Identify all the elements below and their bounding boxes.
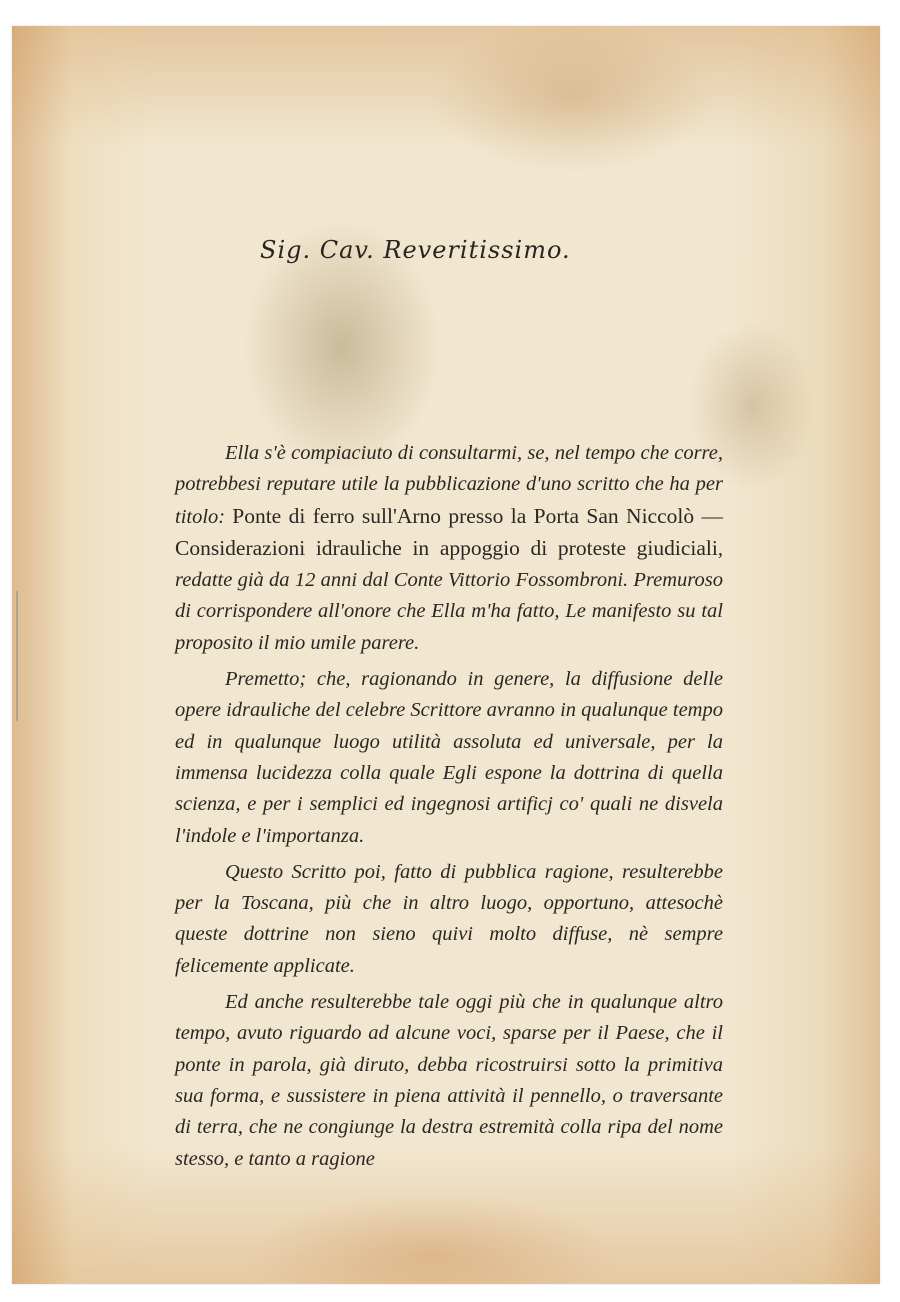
paragraph-4-text: Ed anche resulterebbe tale oggi più che in qualunque altro tempo, avuto riguardo ad alcune voci, sparse per il Paese, che il ponte in parola, già diruto, debba ricostruirsi sotto la primitiva sua forma, e sussistere in piena attività il pennello, o traversante di terra, che ne congiunge la destra estremità colla ripa del nome stesso, e tanto a ragione — [175, 991, 723, 1170]
paragraph-3 — [175, 857, 723, 982]
salutation: Sig. Cav. Reveritissimo. — [260, 236, 571, 264]
document-page — [12, 26, 880, 1284]
body-text — [175, 438, 723, 1175]
paragraph-1-rest: , redatte già da 12 anni dal Conte Vittorio Fossombroni. Premuroso di corrispondere all'onore che Ella m'ha fatto, Le manifesto su tal proposito il mio umile parere. — [175, 537, 723, 654]
paragraph-2 — [175, 664, 723, 852]
paragraph-1 — [175, 438, 723, 659]
paragraph-1-cited-title: Ponte di ferro sull'Arno presso la Porta San Niccolò — Considerazioni idrauliche in appoggio di proteste giudiciali — [175, 503, 723, 560]
paragraph-2-text: Premetto; che, ragionando in genere, la diffusione delle opere idrauliche del celebre Scrittore avranno in qualunque tempo ed in qualunque luogo utilità assoluta ed universale, per la immensa lucidezza colla quale Egli espone la dottrina di quella scienza, e per i semplici ed ingegnosi artificj co' quali ne disvela l'indole e l'importanza. — [175, 668, 723, 847]
paragraph-3-text: Questo Scritto poi, fatto di pubblica ragione, resulterebbe per la Toscana, più che in altro luogo, opportuno, attesochè queste dottrine non sieno quivi molto diffuse, nè sempre felicemente applicate. — [175, 860, 723, 977]
binding-mark — [16, 591, 24, 721]
paragraph-4 — [175, 987, 723, 1175]
paragraph-1-intro: Ella s'è compiaciuto di consultarmi, se, nel tempo che corre, potrebbesi reputare utile la pubblicazione d'uno scritto che ha per titolo: — [175, 442, 723, 528]
